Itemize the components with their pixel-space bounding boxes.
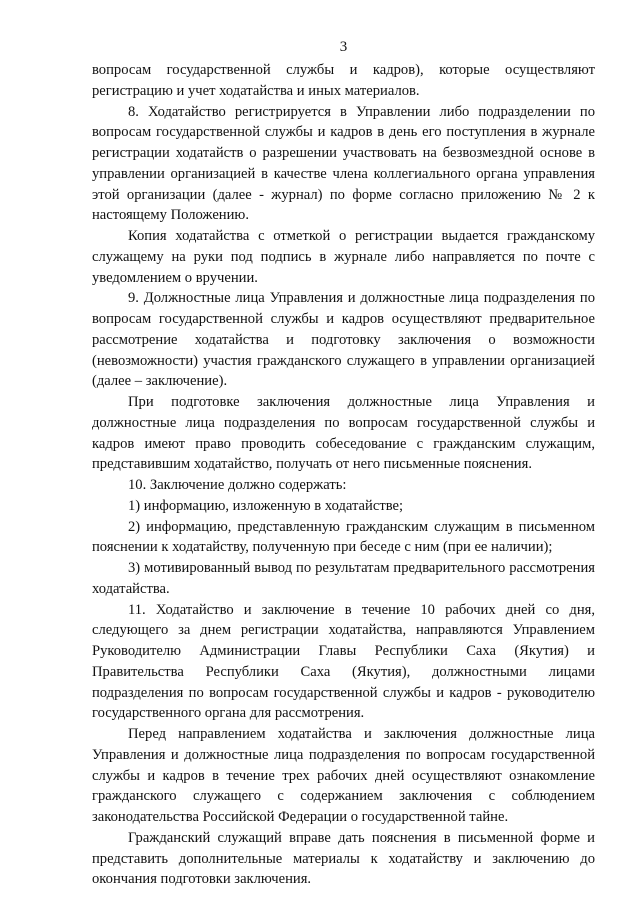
paragraph-item-10: 10. Заключение должно содержать:: [128, 477, 347, 493]
document-body: [92, 60, 595, 890]
list-item-1: 1) информацию, изложенную в ходатайстве;: [128, 497, 404, 514]
paragraph-item-8: 8. Ходатайство регистрируется в Управлении либо подразделении по вопросам государственной службы и кадров в день его поступления в журнале регистрации ходатайств о разрешении участвовать на безвозмездной основе в управлении организацией в качестве члена коллегиального органа управления этой организации (далее - журнал) по форме согласно приложению № 2 к настоящему Положению.: [92, 103, 595, 224]
paragraph-interview-right: При подготовке заключения должностные лица Управления и должностные лица подразделения по вопросам государственной службы и кадров имеют право проводить собеседование с гражданским служащим, представившим ходатайство, получать от него письменные пояснения.: [92, 394, 595, 473]
page-number: 3: [339, 39, 348, 55]
paragraph-item-9: 9. Должностные лица Управления и должностные лица подразделения по вопросам государственной службы и кадров осуществляют предварительное рассмотрение ходатайства и подготовку заключения о возможности (невозможности) участия гражданского служащего в управлении организацией (далее – заключение).: [92, 290, 595, 390]
paragraph-copy-registration: Копия ходатайства с отметкой о регистрации выдается гражданскому служащему на руки под подпись в журнале либо направляется по почте с уведомлением о вручении.: [92, 228, 595, 286]
paragraph-continuation: вопросам государственной службы и кадров), которые осуществляют регистрацию и учет ходатайства и иных материалов.: [92, 62, 595, 99]
list-item-3: 3) мотивированный вывод по результатам предварительного рассмотрения ходатайства.: [92, 560, 595, 597]
paragraph-familiarization: Перед направлением ходатайства и заключения должностные лица Управления и должностные лица подразделения по вопросам государственной службы и кадров в течение трех рабочих дней осуществляют ознакомление гражданского служащего с содержанием заключения с соблюдением законодательства Российской Федерации о государственной тайне.: [92, 726, 595, 825]
list-item-2: 2) информацию, представленную гражданским служащим в письменном пояснении к ходатайству, полученную при беседе с ним (при ее наличии);: [92, 518, 595, 556]
paragraph-explanations: Гражданский служащий вправе дать пояснения в письменной форме и представить дополнительные материалы к ходатайству и заключению до окончания подготовки заключения.: [92, 829, 595, 888]
paragraph-item-11: 11. Ходатайство и заключение в течение 10 рабочих дней со дня, следующего за днем регистрации ходатайства, направляются Управлением Руководителю Администрации Главы Республики Саха (Якутия) и Правительства Республики Саха (Якутия), должностными лицами подразделения по вопросам государственной службы и кадров - руководителю государственного органа для рассмотрения.: [92, 601, 595, 722]
